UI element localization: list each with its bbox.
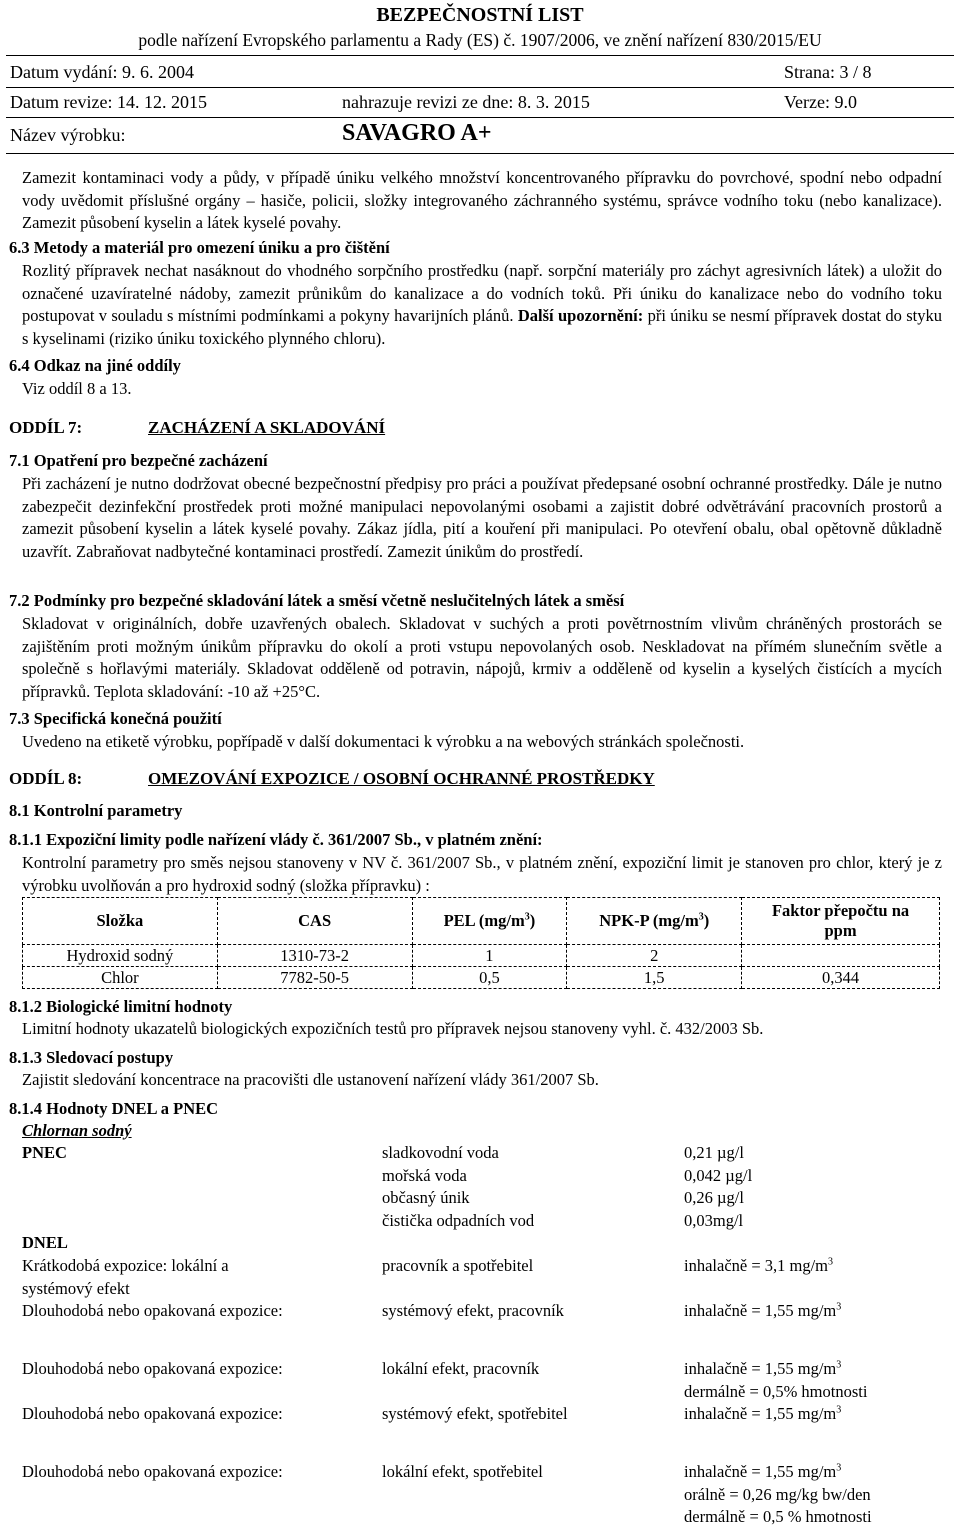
header-divider — [6, 117, 954, 118]
dnel-values — [684, 1358, 867, 1403]
section-7-title-text: ZACHÁZENÍ A SKLADOVÁNÍ — [148, 418, 386, 437]
unit-superscript: 3 — [836, 1359, 842, 1371]
issue-date: Datum vydání: 9. 6. 2004 — [10, 62, 194, 82]
dnel-exposure: Krátkodobá expozice: lokální a systémový efekt — [22, 1256, 229, 1298]
product-label: Název výrobku: — [10, 125, 126, 145]
dnel-target: lokální efekt, spotřebitel — [382, 1462, 543, 1481]
substance-name: Chlornan sodný — [22, 1121, 132, 1140]
dnel-value-text: inhalačně = 1,55 mg/m — [684, 1462, 837, 1481]
intro-paragraph: Zamezit kontaminaci vody a půdy, v případě úniku velkého množství koncentrovaného přípravku do povrchové, spodní nebo odpadní vody uvědomit příslušné orgány – hasiče, policii, složky integrovaného záchranného systému, správce vodního toku (nebo kanalizace). Zamezit působení kyselin a látek kyselé povahy. — [22, 168, 942, 232]
npk-label: NPK-P (mg/m — [599, 911, 699, 930]
table-cell: 2 — [567, 945, 742, 967]
dnel-value: dermálně = 0,5 % hmotnosti — [684, 1507, 872, 1526]
section-6-4-heading: 6.4 Odkaz na jiné oddíly — [9, 356, 181, 375]
dnel-target: systémový efekt, spotřebitel — [382, 1404, 568, 1423]
dnel-value-text: inhalačně = 1,55 mg/m — [684, 1359, 837, 1378]
pnec-media — [382, 1142, 534, 1232]
header-divider — [6, 153, 954, 154]
pnec-value: 0,21 µg/l — [684, 1143, 744, 1162]
table-cell: 0,5 — [412, 967, 567, 989]
section-6-4-text: Viz oddíl 8 a 13. — [22, 379, 132, 398]
pel-unit-superscript: 3 — [524, 911, 530, 923]
table-row — [23, 967, 940, 989]
section-8-1-3-heading: 8.1.3 Sledovací postupy — [9, 1048, 174, 1067]
section-6-3-heading: 6.3 Metody a materiál pro omezení úniku a pro čištění — [9, 238, 390, 257]
table-header-row — [23, 898, 940, 945]
table-cell: 0,344 — [742, 967, 940, 989]
table-cell: 1 — [412, 945, 567, 967]
section-8-label: ODDÍL 8: — [9, 769, 83, 788]
section-8-1-1-text: Kontrolní parametry pro směs nejsou stanoveny v NV č. 361/2007 Sb., v platném znění, expoziční limit je stanoven pro chlor, který je z výrobku uvolňován a pro hydroxid sodný (složka přípravku) : — [22, 853, 942, 895]
section-6-3-text-b: při úniku se nesmí přípravek dostat do styku s kyselinami (riziko úniku toxického plynného chloru). — [22, 306, 943, 348]
section-8-1-heading: 8.1 Kontrolní parametry — [9, 801, 183, 820]
table-cell: 1310-73-2 — [217, 945, 412, 967]
section-8-1-4-heading: 8.1.4 Hodnoty DNEL a PNEC — [9, 1099, 219, 1118]
section-7-2-text: Skladovat v originálních, dobře uzavřených obalech. Skladovat v suchých a proti povětrnostním vlivům chráněných prostorách se zajištěním proti možným únikům přípravku do okolí a proti vstupu nepovolaných osob. Neskladovat na přímém slunečním světle a společně s hořlavými materiály. Skladovat odděleně od potravin, nápojů, krmiv a odděleně od kyselin a kyselých čistících a mycích přípravků. Teplota skladování: -10 až +25°C. — [22, 614, 942, 701]
dnel-values — [684, 1461, 872, 1529]
column-header-cas: CAS — [217, 898, 412, 945]
section-8-1-1-heading: 8.1.1 Expoziční limity podle nařízení vlády č. 361/2007 Sb., v platném znění: — [9, 830, 543, 849]
table-cell: Hydroxid sodný — [23, 945, 218, 967]
exposure-limits-table — [22, 897, 940, 989]
dnel-value: orálně = 0,26 mg/kg bw/den — [684, 1484, 871, 1504]
pnec-medium: občasný únik — [382, 1188, 470, 1207]
replaces-revision: nahrazuje revizi ze dne: 8. 3. 2015 — [342, 92, 590, 112]
version: Verze: 9.0 — [784, 92, 857, 112]
header-divider — [6, 87, 954, 88]
page-number: Strana: 3 / 8 — [784, 62, 872, 82]
dnel-value — [684, 1255, 833, 1278]
section-8-title — [148, 769, 655, 789]
table-cell — [742, 945, 940, 967]
column-header-factor: Faktor přepočtu na ppm — [742, 898, 940, 945]
pnec-medium: čistička odpadních vod — [382, 1210, 535, 1230]
table-cell: Chlor — [23, 967, 218, 989]
unit-superscript: 3 — [836, 1404, 842, 1416]
dnel-target: lokální efekt, pracovník — [382, 1359, 540, 1378]
npk-close: ) — [703, 911, 710, 930]
pnec-label: PNEC — [22, 1143, 67, 1162]
section-8-title-text: OMEZOVÁNÍ EXPOZICE / OSOBNÍ OCHRANNÉ PROSTŘEDKY — [148, 769, 655, 788]
npk-unit-superscript: 3 — [698, 911, 704, 923]
dnel-value-text: inhalačně = 3,1 mg/m — [684, 1256, 829, 1275]
column-header-pel — [412, 898, 567, 945]
pnec-medium: mořská voda — [382, 1165, 467, 1185]
pel-label: PEL (mg/m — [443, 911, 525, 930]
section-7-3-heading: 7.3 Specifická konečná použití — [9, 709, 222, 728]
dnel-target: systémový efekt, pracovník — [382, 1301, 564, 1320]
section-7-3-text: Uvedeno na etiketě výrobku, popřípadě v další dokumentaci k výrobku a na webových stránkách společnosti. — [22, 732, 745, 751]
pnec-medium: sladkovodní voda — [382, 1143, 499, 1162]
pnec-value: 0,042 µg/l — [684, 1165, 753, 1185]
header-divider — [6, 55, 954, 56]
pnec-value: 0,03mg/l — [684, 1210, 744, 1230]
section-7-label: ODDÍL 7: — [9, 418, 83, 437]
document-title: BEZPEČNOSTNÍ LIST — [376, 4, 584, 26]
pnec-values — [684, 1142, 752, 1232]
section-7-title — [148, 418, 385, 438]
column-header-npk — [567, 898, 742, 945]
section-7-1-text: Při zacházení je nutno dodržovat obecné bezpečnostní předpisy pro práci a používat předepsané osobní ochranné prostředky. Dále je nutno zabezpečit dezinfekční prostředek proti možné manipulaci nepovolanými osobami a zajistit dobré odvětrávání pracovních prostorů a zamezit působení kyselin a látek kyselé povahy. Zákaz jídla, pití a kouření při manipulaci. Po otevření obalu, obal opětovně důkladně uzavřít. Zabraňovat nadbytečné kontaminaci prostředí. Zamezit únikům do prostředí. — [22, 474, 942, 561]
revision-date: Datum revize: 14. 12. 2015 — [10, 92, 207, 112]
dnel-exposure: Dlouhodobá nebo opakovaná expozice: — [22, 1359, 283, 1378]
dnel-value — [684, 1300, 841, 1323]
table-cell: 1,5 — [567, 967, 742, 989]
section-6-3-text — [22, 260, 942, 350]
unit-superscript: 3 — [836, 1462, 842, 1474]
dnel-label: DNEL — [22, 1233, 68, 1252]
pnec-value: 0,26 µg/l — [684, 1188, 744, 1207]
section-7-2-heading: 7.2 Podmínky pro bezpečné skladování látek a směsí včetně neslučitelných látek a směsí — [9, 591, 625, 610]
dnel-value: dermálně = 0,5% hmotnosti — [684, 1381, 868, 1401]
dnel-value-text: inhalačně = 1,55 mg/m — [684, 1404, 837, 1423]
dnel-exposure: Dlouhodobá nebo opakovaná expozice: — [22, 1404, 283, 1423]
dnel-value — [684, 1461, 872, 1484]
column-header-component: Složka — [23, 898, 218, 945]
unit-superscript: 3 — [828, 1256, 834, 1268]
dnel-value — [684, 1403, 841, 1426]
dnel-exposure: Dlouhodobá nebo opakovaná expozice: — [22, 1301, 283, 1320]
unit-superscript: 3 — [836, 1301, 842, 1313]
dnel-value — [684, 1358, 867, 1381]
product-name: SAVAGRO A+ — [342, 120, 492, 146]
dnel-value-text: inhalačně = 1,55 mg/m — [684, 1301, 837, 1320]
section-7-1-heading: 7.1 Opatření pro bezpečné zacházení — [9, 451, 268, 470]
table-row — [23, 945, 940, 967]
pel-close: ) — [529, 911, 536, 930]
document-subtitle: podle nařízení Evropského parlamentu a Rady (ES) č. 1907/2006, ve znění nařízení 830/2015/EU — [138, 30, 822, 50]
section-8-1-3-text: Zajistit sledování koncentrace na pracovišti dle ustanovení nařízení vlády 361/2007 Sb. — [22, 1070, 599, 1089]
dnel-target: pracovník a spotřebitel — [382, 1256, 534, 1275]
table-cell: 7782-50-5 — [217, 967, 412, 989]
dnel-exposure: Dlouhodobá nebo opakovaná expozice: — [22, 1462, 283, 1481]
warning-label: Další upozornění: — [517, 306, 644, 325]
section-6-3-text-a: Rozlitý přípravek nechat nasáknout do vhodného sorpčního prostředku (např. sorpční materiály pro záchyt agresivních látek) a uložit do označené uzavíratelné nádoby, zamezit průnikům do kanalizace a do vodních toků. Při úniku do kanalizace nebo do vodního toku postupovat v souladu s místními podmínkami a pokyny havarijních plánů. — [22, 261, 942, 325]
section-8-1-2-heading: 8.1.2 Biologické limitní hodnoty — [9, 997, 233, 1016]
section-8-1-2-text: Limitní hodnoty ukazatelů biologických expozičních testů pro přípravek nejsou stanoveny vyhl. č. 432/2003 Sb. — [22, 1019, 764, 1038]
